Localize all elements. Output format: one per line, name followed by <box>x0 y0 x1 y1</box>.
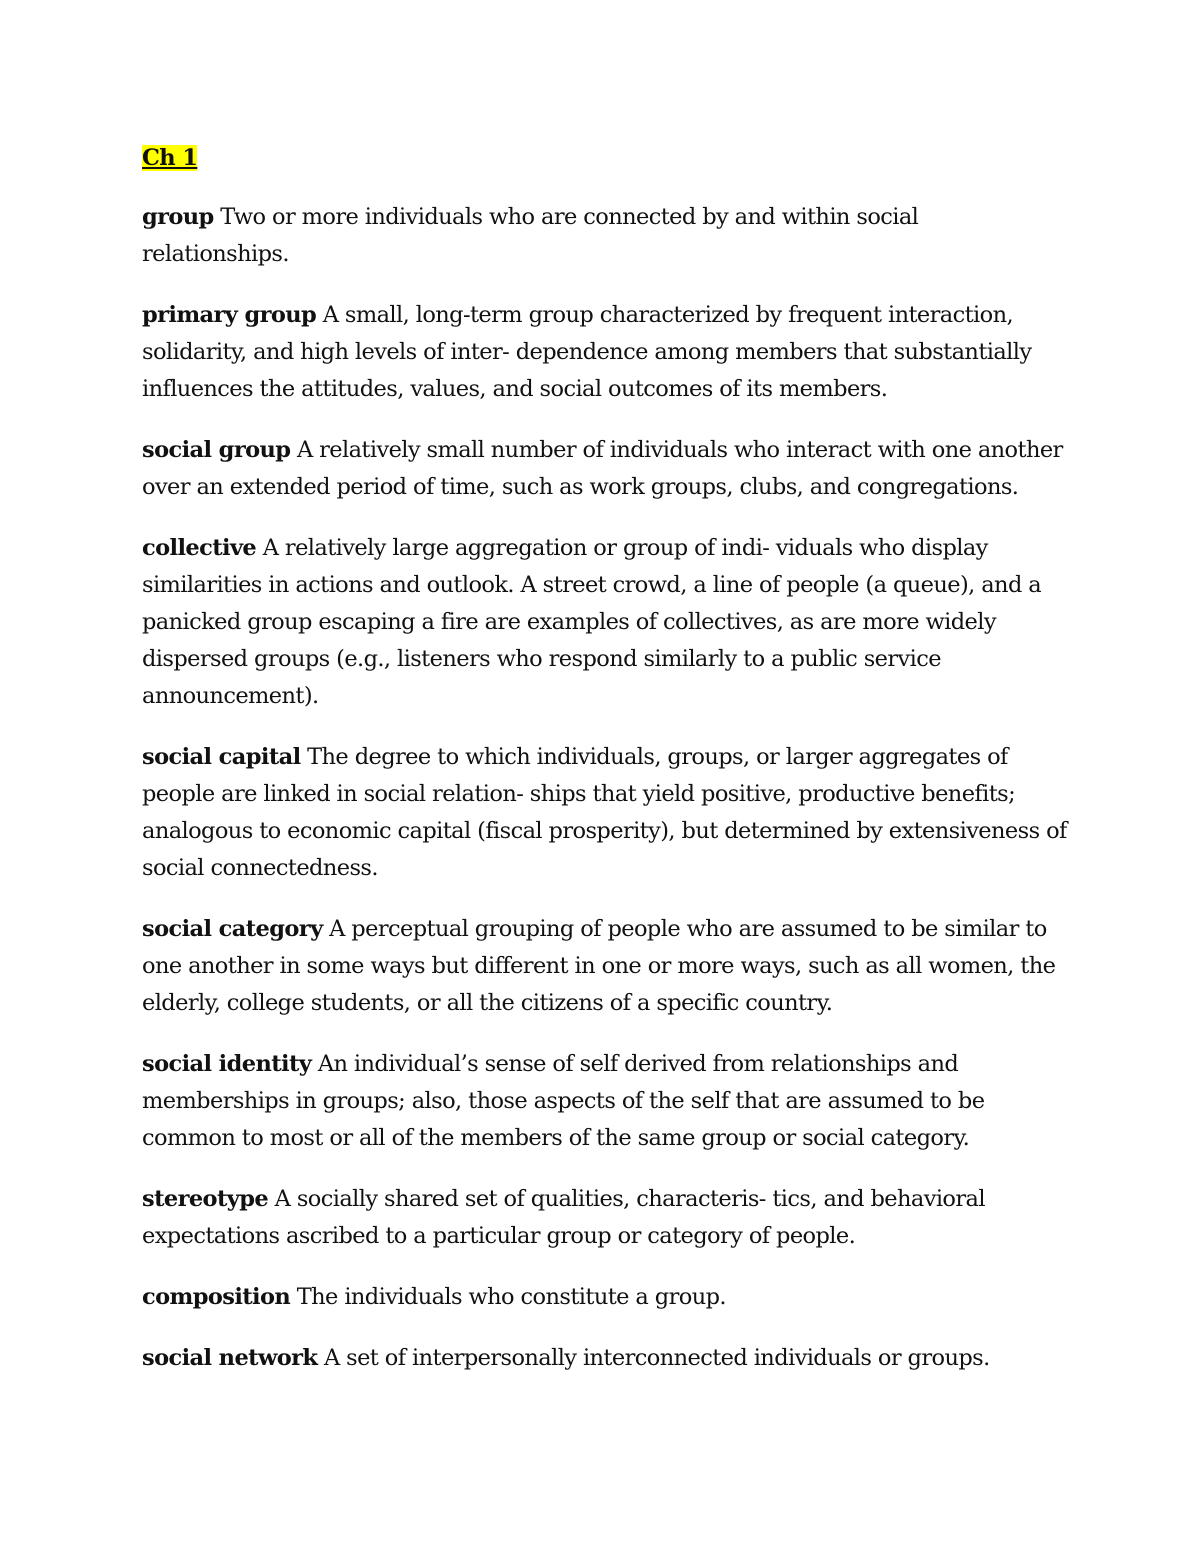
glossary-definition: A set of interpersonally interconnected individuals or groups. <box>323 1345 990 1371</box>
glossary-definition: A relatively small number of individuals who interact with one another over an extended period of time, such as work groups, clubs, and congregations. <box>142 437 1063 500</box>
glossary-term: primary group <box>142 302 317 328</box>
glossary-entry <box>142 739 1067 887</box>
glossary-entry <box>142 199 1067 273</box>
glossary-definition: A socially shared set of qualities, characteris- tics, and behavioral expectations ascribed to a particular group or category of people. <box>142 1186 985 1249</box>
glossary-term: social group <box>142 437 291 463</box>
glossary-term: social network <box>142 1345 318 1371</box>
glossary-term: composition <box>142 1284 291 1310</box>
chapter-heading-text: Ch 1 <box>142 145 198 171</box>
glossary-entry <box>142 530 1067 715</box>
glossary-term: social category <box>142 916 323 942</box>
glossary-entry <box>142 1181 1067 1255</box>
glossary-term: collective <box>142 535 257 561</box>
glossary-term: group <box>142 204 214 230</box>
glossary-definition: A relatively large aggregation or group of indi- viduals who display similarities in actions and outlook. A street crowd, a line of people (a queue), and a panicked group escaping a fire are examples of collectives, as are more widely dispersed groups (e.g., listeners who respond similarly to a public service announcement). <box>142 535 1042 709</box>
glossary-entry <box>142 1340 1067 1377</box>
glossary-definition: The individuals who constitute a group. <box>296 1284 726 1310</box>
glossary-entry <box>142 1046 1067 1157</box>
glossary-entry <box>142 911 1067 1022</box>
glossary-term: stereotype <box>142 1186 269 1212</box>
glossary-entry <box>142 432 1067 506</box>
document-body <box>142 140 1067 1401</box>
glossary-definition: The degree to which individuals, groups, or larger aggregates of people are linked in social relation- ships that yield positive, productive benefits; analogous to economic capital (fiscal prosperity), but determined by extensiveness of social connectedness. <box>142 744 1067 881</box>
glossary-definition: An individual’s sense of self derived from relationships and memberships in groups; also, those aspects of the self that are assumed to be common to most or all of the members of the same group or social category. <box>142 1051 985 1151</box>
chapter-heading <box>142 140 1067 177</box>
glossary-definition: A perceptual grouping of people who are assumed to be similar to one another in some ways but different in one or more ways, such as all women, the elderly, college students, or all the citizens of a specific country. <box>142 916 1056 1016</box>
glossary-entry <box>142 1279 1067 1316</box>
glossary-entry <box>142 297 1067 408</box>
glossary-term: social identity <box>142 1051 312 1077</box>
glossary-definition: A small, long-term group characterized by frequent interaction, solidarity, and high levels of inter- dependence among members that substantially influences the attitudes, values, and social outcomes of its members. <box>142 302 1032 402</box>
glossary-definition: Two or more individuals who are connected by and within social relationships. <box>142 204 919 267</box>
glossary-term: social capital <box>142 744 301 770</box>
